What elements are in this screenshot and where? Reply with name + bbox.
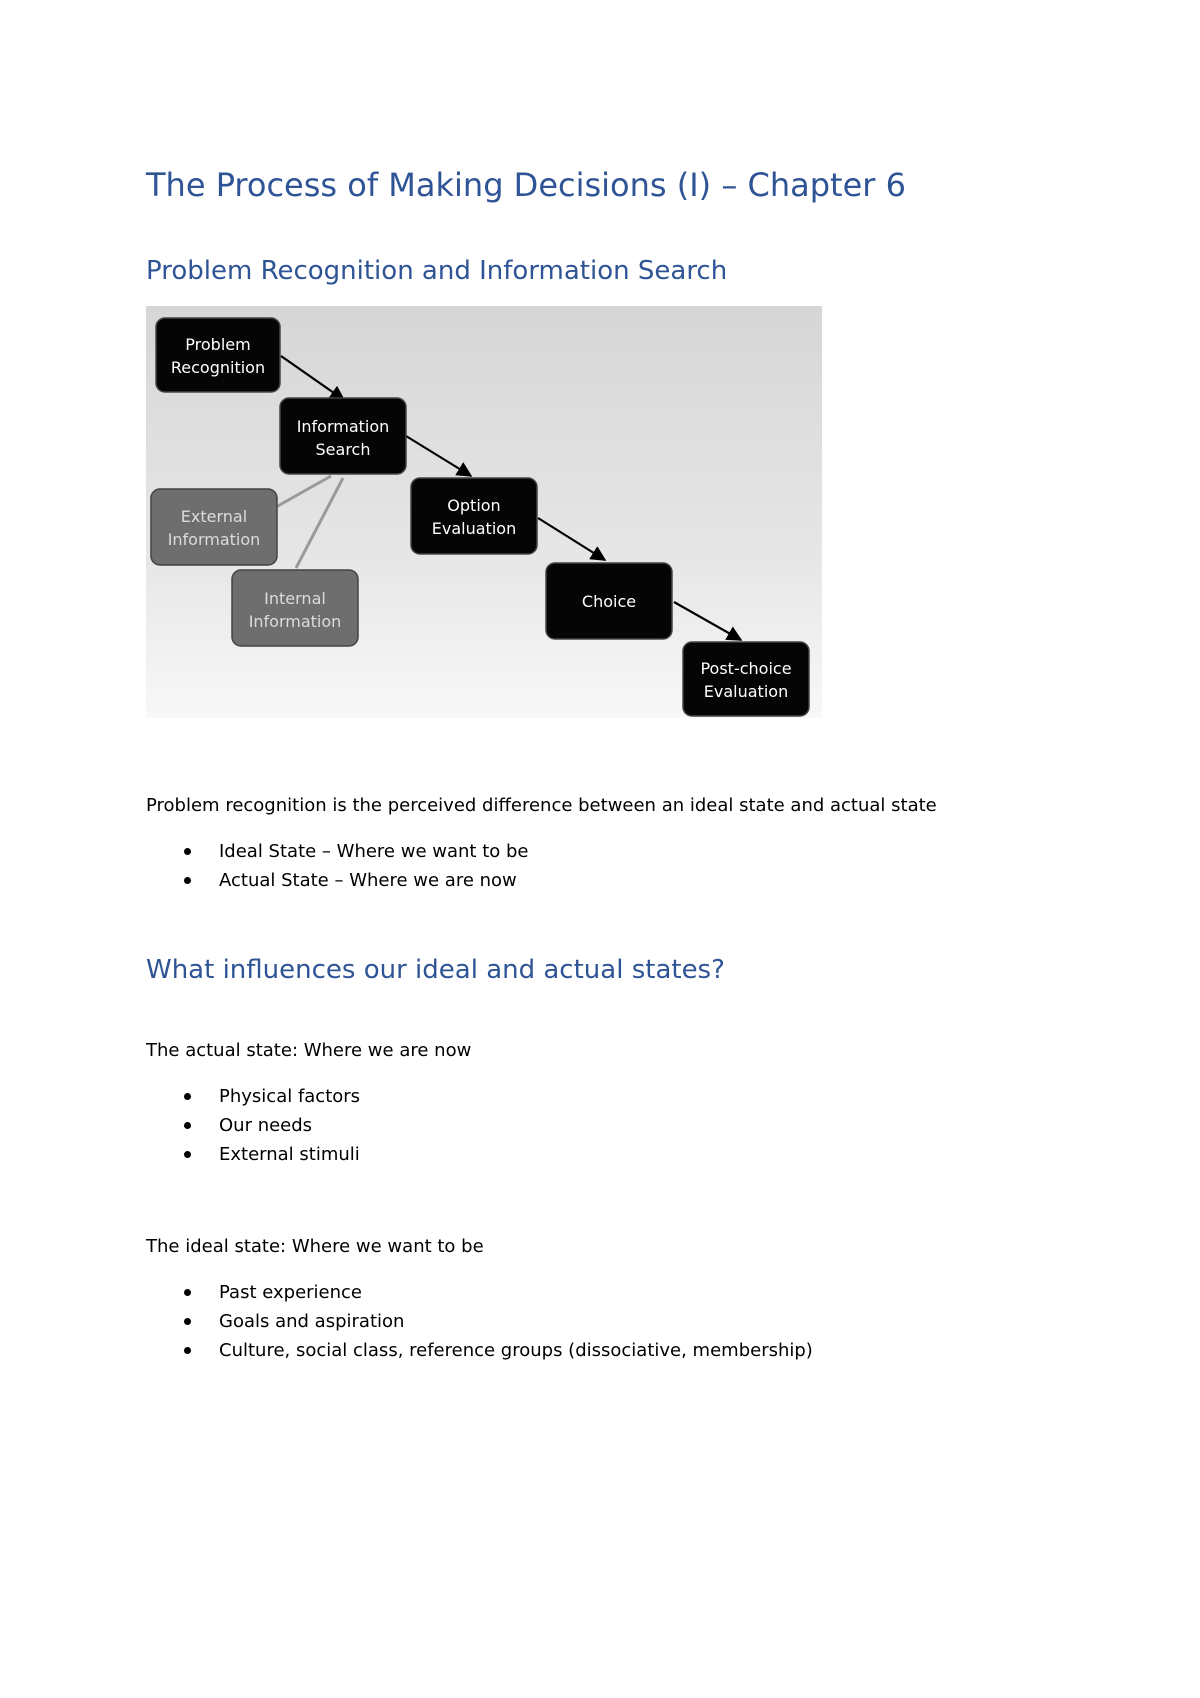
list-item: Actual State – Where we are now	[146, 866, 528, 895]
bullet-icon	[184, 1347, 191, 1354]
svg-text:Information: Information	[167, 530, 261, 549]
actual-state-factors-list	[146, 1082, 360, 1169]
node-internal-information	[232, 570, 358, 646]
section-heading-influences: What influences our ideal and actual states?	[146, 955, 725, 985]
bullet-icon	[184, 1151, 191, 1158]
svg-text:Evaluation: Evaluation	[703, 682, 789, 701]
section-heading-problem-recognition: Problem Recognition and Information Search	[146, 256, 728, 286]
node-post-choice-evaluation	[683, 642, 809, 716]
svg-text:Information: Information	[296, 417, 390, 436]
svg-text:Internal: Internal	[264, 589, 326, 608]
node-external-information	[151, 489, 277, 565]
ideal-state-factors-list	[146, 1278, 813, 1365]
decision-process-diagram	[146, 306, 822, 718]
ideal-state-intro: The ideal state: Where we want to be	[146, 1236, 484, 1257]
list-item: Physical factors	[146, 1082, 360, 1111]
svg-text:Recognition: Recognition	[170, 358, 266, 377]
node-information-search	[280, 398, 406, 474]
svg-text:Search: Search	[315, 440, 371, 459]
actual-state-intro: The actual state: Where we are now	[146, 1040, 472, 1061]
list-item: Our needs	[146, 1111, 360, 1140]
list-item: Ideal State – Where we want to be	[146, 837, 528, 866]
bullet-icon	[184, 848, 191, 855]
state-definition-list	[146, 837, 528, 895]
svg-text:Post-choice: Post-choice	[700, 659, 792, 678]
svg-text:Option: Option	[447, 496, 501, 515]
problem-recognition-definition: Problem recognition is the perceived difference between an ideal state and actual state	[146, 795, 937, 816]
bullet-icon	[184, 1289, 191, 1296]
document-title: The Process of Making Decisions (I) – Chapter 6	[146, 166, 906, 204]
bullet-icon	[184, 1318, 191, 1325]
list-item: Past experience	[146, 1278, 813, 1307]
svg-text:Choice: Choice	[581, 592, 637, 611]
list-item: Culture, social class, reference groups (dissociative, membership)	[146, 1336, 813, 1365]
svg-text:Information: Information	[248, 612, 342, 631]
svg-text:Problem: Problem	[185, 335, 251, 354]
bullet-icon	[184, 1093, 191, 1100]
bullet-icon	[184, 877, 191, 884]
list-item: Goals and aspiration	[146, 1307, 813, 1336]
node-option-evaluation	[411, 478, 537, 554]
bullet-icon	[184, 1122, 191, 1129]
list-item: External stimuli	[146, 1140, 360, 1169]
svg-text:External: External	[180, 507, 248, 526]
svg-text:Evaluation: Evaluation	[431, 519, 517, 538]
node-problem-recognition	[156, 318, 280, 392]
node-choice	[546, 563, 672, 639]
